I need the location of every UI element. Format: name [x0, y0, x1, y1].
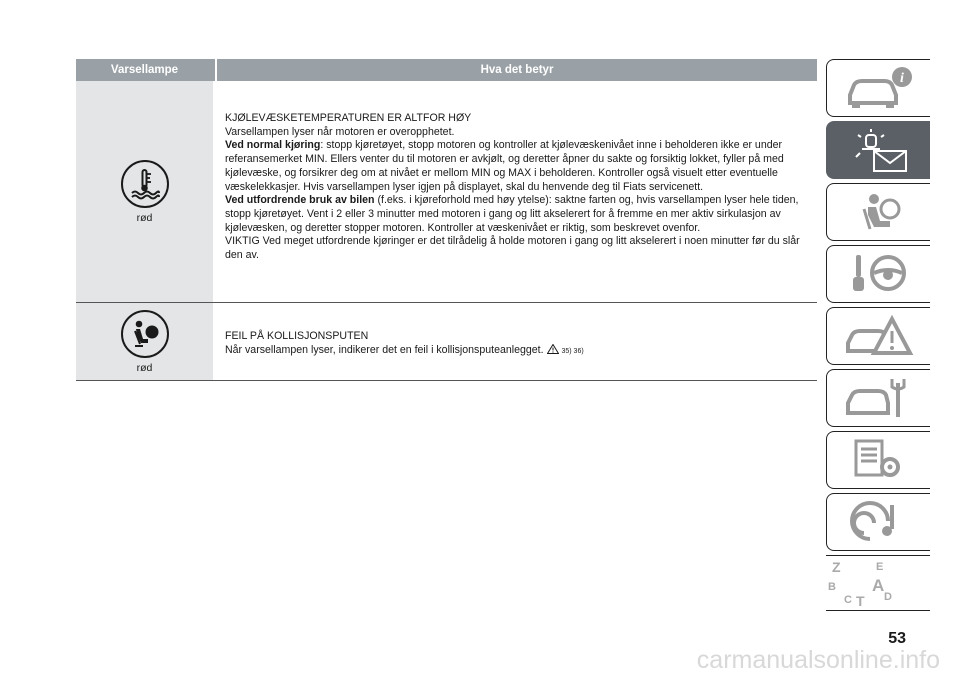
row-title: KJØLEVÆSKETEMPERATUREN ER ALTFOR HØY — [225, 112, 472, 124]
table-row — [76, 303, 817, 381]
table-row — [76, 81, 817, 303]
row-description: Varsellampen lyser når motoren er overopphetet. — [225, 125, 455, 138]
warning-triangle-icon — [547, 344, 562, 356]
tab-maintenance[interactable] — [826, 369, 930, 427]
tab-warning-lights[interactable] — [826, 121, 930, 179]
row-description-paragraph — [225, 344, 817, 359]
tab-car-info[interactable] — [826, 59, 930, 117]
normal-driving-text: : stopp kjøretøyet, stopp motoren og kontroller at kjølevæskenivået inne i beholderen ikke er under referansemerket MIN. Ellers venter du til motoren er avkjølt, og deretter åpner du sakte og forsiktig lokket, fyller på med kjølevæske, og forsikrer deg om at nivået er mellom MIN og MAX i beholderen. Kontroller også visuelt etter eventuelle væskelekkasjer. Hvis varsellampen lyser igjen på displayet, skal du henvende deg til Fiats servicenett. — [225, 139, 784, 193]
car-info-icon — [844, 65, 914, 111]
table-header — [76, 59, 817, 81]
tab-emergency[interactable] — [826, 307, 930, 365]
meaning-cell — [213, 303, 817, 380]
demanding-driving-label: Ved utfordrende bruk av bilen — [225, 194, 375, 207]
index-letter: B — [828, 581, 836, 593]
light-color: rød — [136, 211, 153, 224]
normal-driving-paragraph — [225, 139, 817, 194]
index-letter: T — [856, 593, 865, 608]
header-warning-light: Varsellampe — [110, 64, 179, 76]
index-letter: C — [844, 594, 852, 606]
light-color: rød — [136, 361, 153, 374]
technical-data-icon — [844, 437, 914, 483]
warning-light-cell — [76, 81, 213, 302]
warning-light-message-icon — [844, 127, 914, 173]
header-meaning: Hva det betyr — [215, 59, 817, 81]
demanding-driving-text: (f.eks. i kjøreforhold med høy ytelse): saktne farten og, hvis varsellampen lyser hele tiden, stopp kjøretøyet. Vent i 2 eller 3 minutter med motoren i gang og litt akselerert for å fremme en mer aktiv sirkulasjon av kjølevæsken, og deretter stopper motoren. Kontroller at væskenivået er riktig, som beskrevet ovenfor. — [225, 194, 799, 234]
coolant-temperature-icon — [121, 160, 169, 208]
tab-index[interactable] — [826, 555, 930, 611]
svg-text:i: i — [899, 71, 904, 86]
index-letter: Z — [832, 559, 841, 575]
page-number: 53 — [888, 630, 906, 647]
tab-starting-driving[interactable] — [826, 245, 930, 303]
index-letter: D — [884, 591, 892, 603]
meaning-cell — [213, 81, 817, 302]
chapter-tabs — [826, 59, 930, 611]
car-service-tools-icon — [844, 375, 914, 421]
note-references: 35) 36) — [561, 347, 584, 355]
index-letter: A — [872, 576, 885, 595]
multimedia-icon — [844, 499, 914, 545]
row-description: Når varsellampen lyser, indikerer det en feil i kollisjonsputeanlegget. — [225, 343, 544, 356]
warning-light-cell — [76, 303, 213, 380]
warning-lights-table — [76, 59, 817, 381]
normal-driving-label: Ved normal kjøring — [225, 139, 321, 152]
row-title: FEIL PÅ KOLLISJONSPUTEN — [225, 330, 369, 342]
seat-airbag-icon — [844, 189, 914, 235]
watermark: carmanualsonline.info — [696, 646, 940, 674]
tab-multimedia[interactable] — [826, 493, 930, 551]
key-steering-wheel-icon — [844, 251, 914, 297]
index-letters-icon — [826, 558, 896, 608]
airbag-failure-icon — [121, 310, 169, 358]
index-letter: E — [876, 561, 884, 573]
demanding-driving-paragraph — [225, 194, 817, 235]
emergency-warning-icon — [844, 313, 914, 359]
tab-safety[interactable] — [826, 183, 930, 241]
important-note: VIKTIG Ved meget utfordrende kjøringer er det tilrådelig å holde motoren i gang og litt akselerert i noen minutter før du slår den av. — [225, 235, 800, 262]
tab-technical-data[interactable] — [826, 431, 930, 489]
